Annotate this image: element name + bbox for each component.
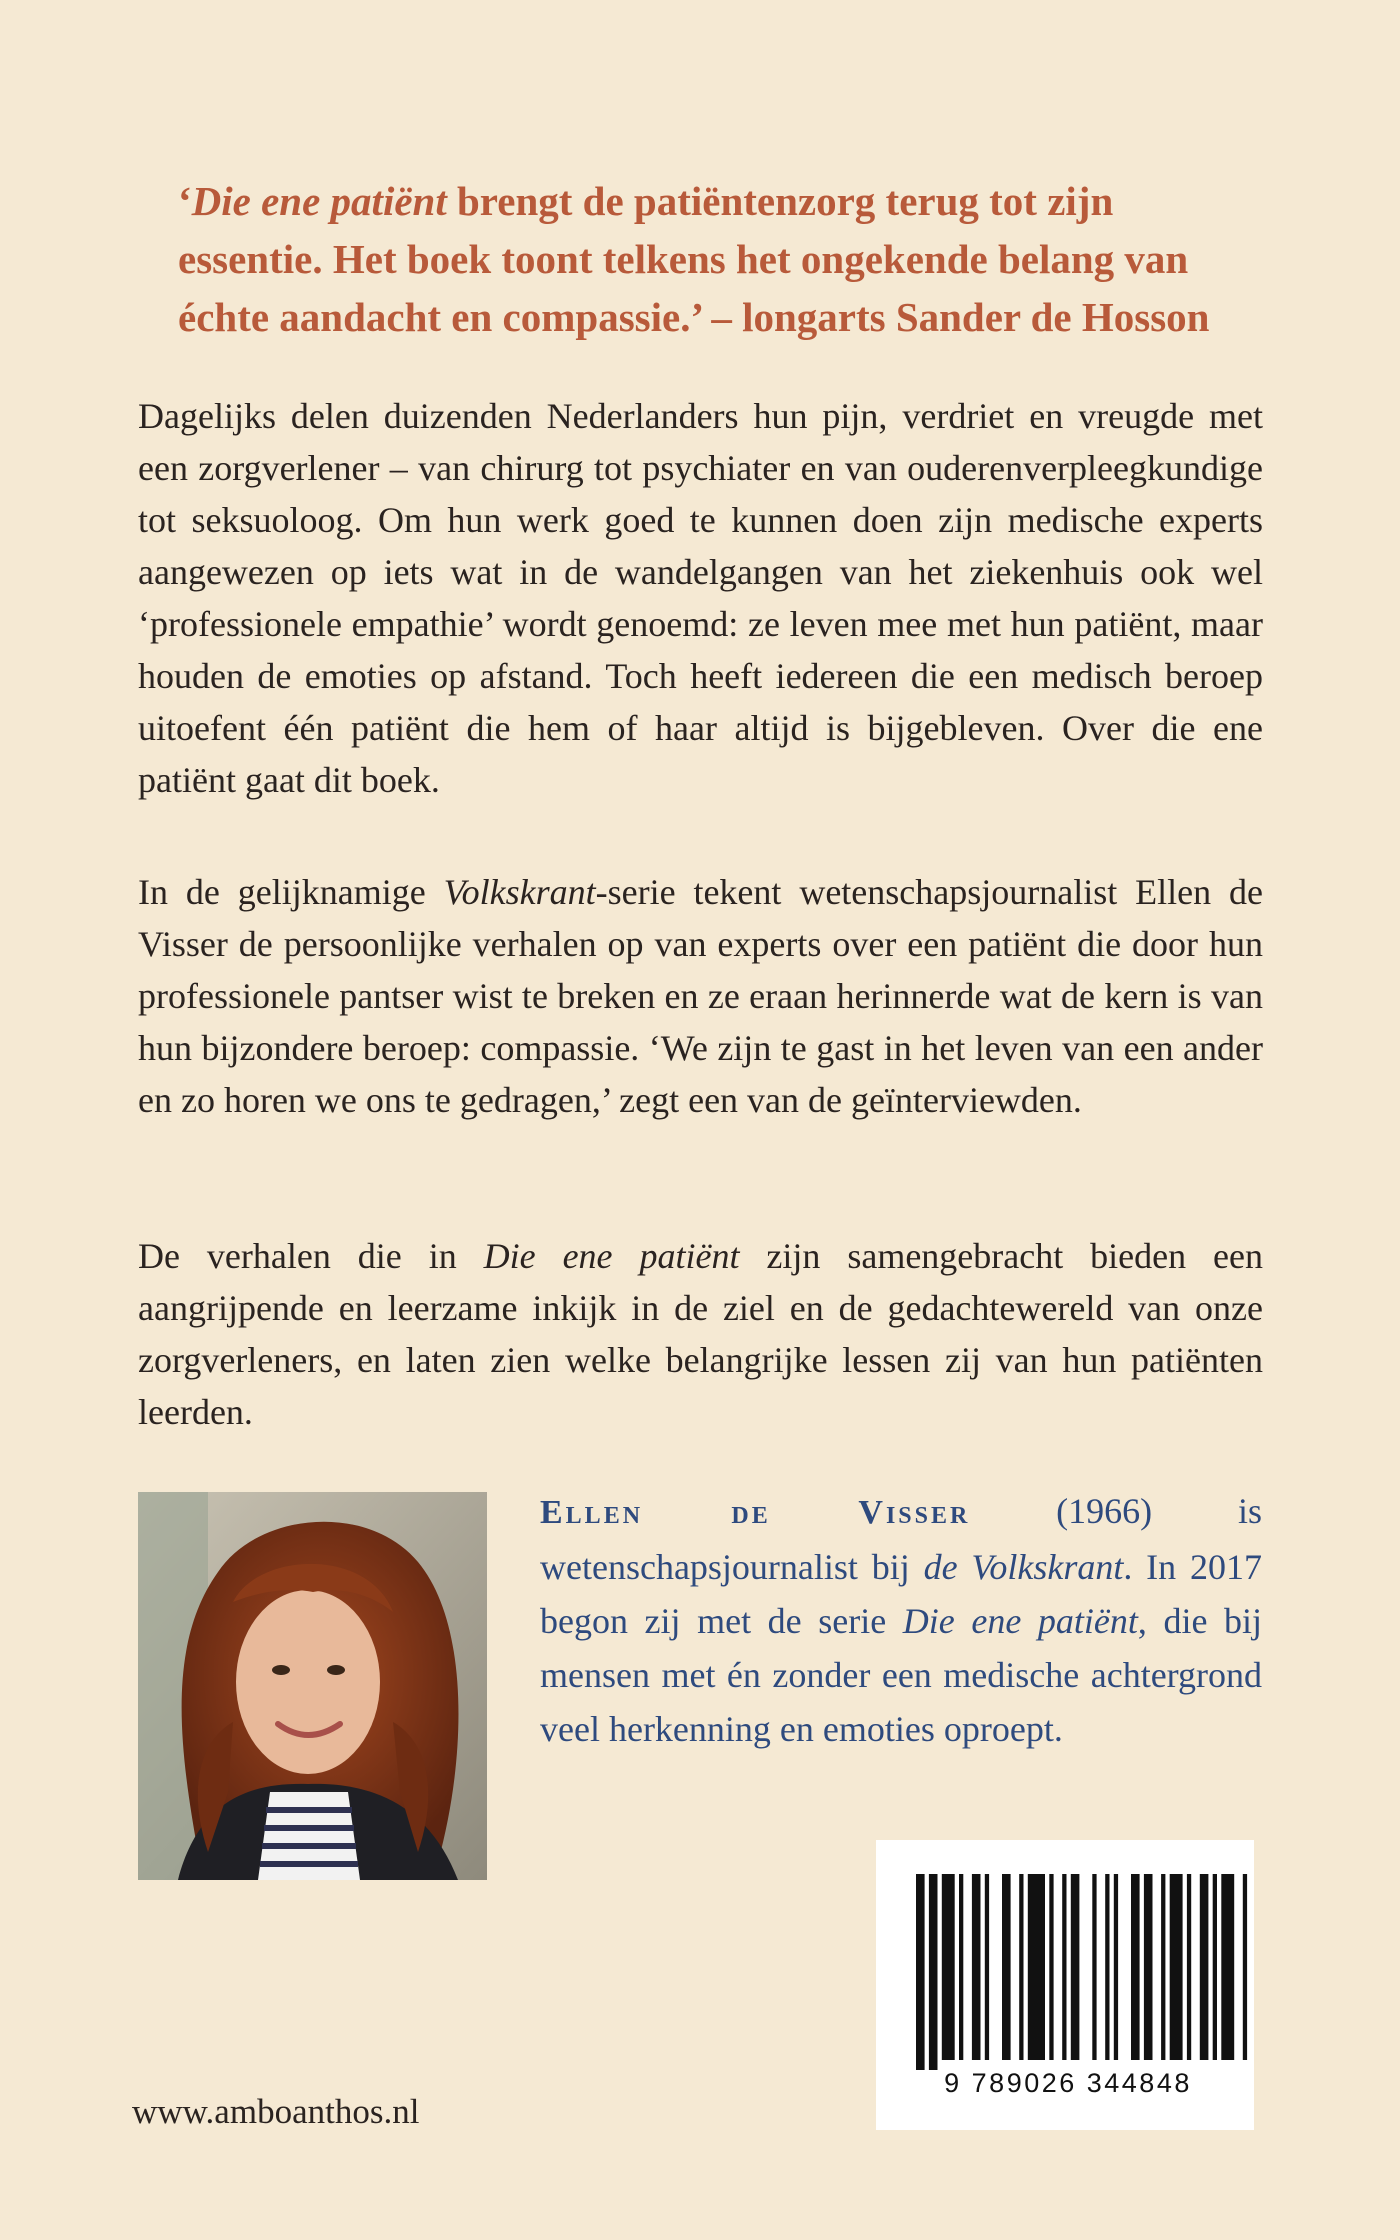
barcode-bar: [1187, 1874, 1191, 2060]
barcode-bar: [985, 1874, 989, 2060]
barcode-bar: [1092, 1874, 1096, 2060]
blurb-2-newspaper: Volkskrant: [443, 872, 596, 912]
barcode-bar: [1221, 1874, 1234, 2060]
author-photo: [138, 1492, 487, 1880]
barcode-bar: [1243, 1874, 1247, 2060]
barcode-bar: [1114, 1874, 1118, 2060]
quote-text: brengt de patiëntenzorg terug tot zijn essentie. Het boek toont telkens het ongekende belang van échte aandacht en compassie.’ – longarts Sander de Hosson: [178, 178, 1210, 340]
barcode-bar: [1062, 1874, 1066, 2060]
barcode-bar: [1002, 1874, 1011, 2060]
barcode-bar: [1200, 1874, 1209, 2060]
blurb-3-post: zijn samengebracht bieden een aangrijpende en leerzame inkijk in de ziel en de gedachtewereld van onze zorgverleners, en laten zien welke belangrijke lessen zij van hun patiënten leerden.: [138, 1236, 1264, 1432]
blurb-paragraph-1: Dagelijks delen duizenden Nederlanders hun pijn, verdriet en vreugde met een zorgverlener – van chirurg tot psychiater en van ouderenverpleegkundige tot seksuoloog. Om hun werk goed te kunnen doen zijn medische experts aangewezen op iets wat in de wandelgangen van het ziekenhuis ook wel ‘professionele empathie’ wordt genoemd: ze leven mee met hun patiënt, maar houden de emoties op afstand. Toch heeft iedereen die een medisch beroep uitoefent één patiënt die hem of haar altijd is bijgebleven. Over die ene patiënt gaat dit boek.: [138, 396, 1263, 800]
isbn-barcode: [876, 1840, 1254, 2130]
blurb-3-pre: De verhalen die in: [138, 1236, 484, 1276]
barcode-bar: [1213, 1874, 1217, 2060]
barcode-bar: [1019, 1874, 1023, 2060]
barcode-bar: [1105, 1874, 1109, 2060]
author-bio-book-title: Die ene patiënt: [902, 1601, 1138, 1641]
barcode-bars: [876, 1840, 1254, 2070]
barcode-bar: [1144, 1874, 1153, 2060]
endorsement-quote: [178, 172, 1238, 346]
barcode-bar: [1028, 1874, 1045, 2060]
author-bio-1: (1966) is wetenschapsjournalist bij: [540, 1491, 1262, 1587]
barcode-bar: [1131, 1874, 1140, 2060]
barcode-bar: [1170, 1874, 1183, 2060]
author-bio: [540, 1484, 1262, 1756]
isbn-digits: 9 789026 344848: [944, 2068, 1192, 2098]
quote-book-title: Die ene patiënt: [191, 178, 447, 224]
barcode-bar: [916, 1874, 925, 2070]
author-bio-3: , die bij mensen met én zonder een medische achtergrond veel herkenning en emoties oproept.: [540, 1601, 1262, 1749]
author-bio-2: . In 2017 begon zij met de serie: [540, 1547, 1262, 1641]
barcode-bar: [942, 1874, 955, 2060]
blurb-paragraph-3: [138, 1230, 1263, 1438]
author-name: Ellen de Visser: [540, 1494, 971, 1531]
barcode-bar: [1161, 1874, 1165, 2060]
blurb-3-book-title: Die ene patiënt: [483, 1236, 740, 1276]
barcode-bar: [929, 1874, 938, 2070]
quote-open-mark: ‘: [178, 178, 192, 224]
barcode-bar: [1049, 1874, 1053, 2060]
blurb-paragraph-2: [138, 866, 1263, 1126]
barcode-bar: [959, 1874, 963, 2060]
blurb-2-post: -serie tekent wetenschapsjournalist Ellen de Visser de persoonlijke verhalen op van experts over een patiënt die door hun professionele pantser wist te breken en ze eraan herinnerde wat de kern is van hun bijzondere beroep: compassie. ‘We zijn te gast in het leven van een ander en zo horen we ons te gedragen,’ zegt een van de geïnterviewden.: [138, 872, 1263, 1120]
barcode-bar: [972, 1874, 981, 2060]
author-bio-newspaper: de Volkskrant: [923, 1547, 1124, 1587]
barcode-bar: [1071, 1874, 1080, 2060]
blurb-2-pre: In de gelijknamige: [138, 872, 444, 912]
publisher-website: www.amboanthos.nl: [132, 2092, 420, 2131]
